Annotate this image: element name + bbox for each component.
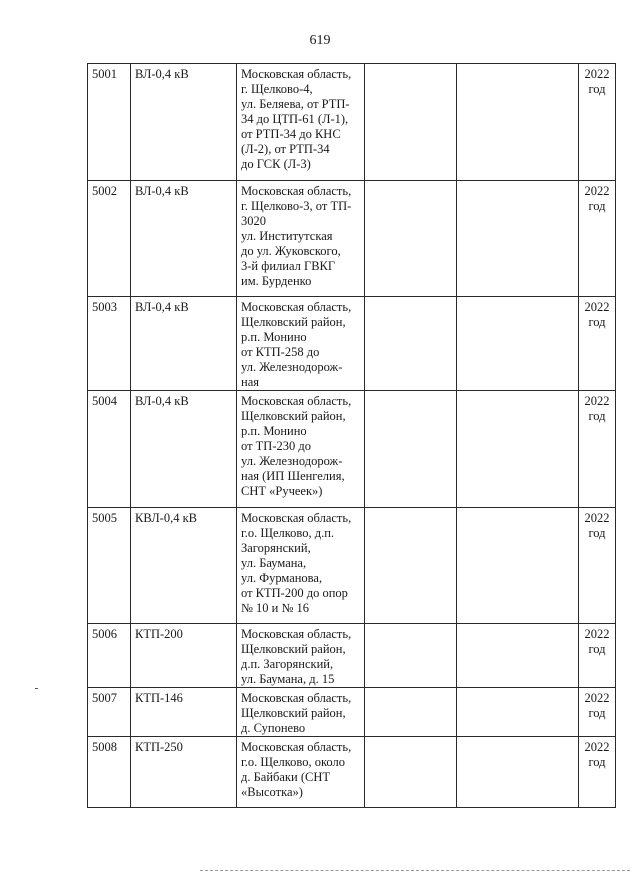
address-cell <box>237 181 365 297</box>
empty-cell <box>457 64 579 181</box>
object-name-cell <box>131 508 237 624</box>
empty-cell <box>365 391 457 508</box>
address-line: д. Супонево <box>241 721 306 735</box>
address-line: Щелковский район, <box>241 315 346 329</box>
address-line: г.о. Щелково, д.п. <box>241 526 335 540</box>
year-text: 2022 <box>584 67 610 81</box>
row-number: 5003 <box>92 300 117 314</box>
row-number: 5002 <box>92 184 117 198</box>
table-row <box>88 508 616 624</box>
address-cell <box>237 64 365 181</box>
address-line: Московская область, <box>241 300 352 314</box>
address-line: 34 до ЦТП-61 (Л-1), <box>241 112 349 126</box>
address-line: Московская область, <box>241 184 352 198</box>
row-number-cell <box>88 391 131 508</box>
row-number: 5007 <box>92 691 117 705</box>
address-line: р.п. Монино <box>241 424 307 438</box>
address-line: до ул. Жуковского, <box>241 244 341 258</box>
empty-cell <box>457 624 579 688</box>
year-cell <box>579 737 616 808</box>
address-line: 3020 <box>241 214 266 228</box>
registry-table <box>87 63 616 808</box>
row-number-cell <box>88 508 131 624</box>
address-cell <box>237 297 365 391</box>
address-line: Московская область, <box>241 740 352 754</box>
row-number: 5005 <box>92 511 117 525</box>
empty-cell <box>457 688 579 737</box>
address-line: до ГСК (Л-3) <box>241 157 311 171</box>
address-line: Щелковский район, <box>241 642 346 656</box>
object-name-cell <box>131 181 237 297</box>
object-name-cell <box>131 688 237 737</box>
address-line: Московская область, <box>241 691 352 705</box>
address-line: ул. Фурманова, <box>241 571 323 585</box>
empty-cell <box>457 181 579 297</box>
address-cell <box>237 508 365 624</box>
year-text: год <box>588 315 606 329</box>
object-name: КТП-146 <box>135 691 183 705</box>
address-line: д. Байбаки (СНТ <box>241 770 330 784</box>
page-number: 619 <box>309 33 331 48</box>
footer-rule <box>200 870 630 871</box>
empty-cell <box>365 624 457 688</box>
row-number-cell <box>88 297 131 391</box>
address-line: г. Щелково-4, <box>241 82 313 96</box>
year-text: 2022 <box>584 394 610 408</box>
table-row <box>88 64 616 181</box>
empty-cell <box>365 297 457 391</box>
address-line: СНТ «Ручеек») <box>241 484 323 498</box>
year-text: год <box>588 409 606 423</box>
year-cell <box>579 624 616 688</box>
address-line: ная (ИП Шенгелия, <box>241 469 345 483</box>
table-row <box>88 624 616 688</box>
table-row <box>88 297 616 391</box>
year-text: 2022 <box>584 691 610 705</box>
table-row <box>88 737 616 808</box>
object-name: ВЛ-0,4 кВ <box>135 67 189 81</box>
object-name: КВЛ-0,4 кВ <box>135 511 197 525</box>
address-line: ул. Железнодорож- <box>241 454 343 468</box>
address-line: от ТП-230 до <box>241 439 311 453</box>
address-line: ная <box>241 375 259 389</box>
address-line: № 10 и № 16 <box>241 601 310 615</box>
empty-cell <box>457 508 579 624</box>
year-cell <box>579 688 616 737</box>
address-cell <box>237 688 365 737</box>
address-line: Московская область, <box>241 67 352 81</box>
empty-cell <box>365 181 457 297</box>
empty-cell <box>457 737 579 808</box>
address-line: Щелковский район, <box>241 706 346 720</box>
row-number: 5001 <box>92 67 117 81</box>
address-line: ул. Баумана, <box>241 556 307 570</box>
object-name: КТП-250 <box>135 740 183 754</box>
address-line: (Л-2), от РТП-34 <box>241 142 330 156</box>
table-row <box>88 181 616 297</box>
address-line: Щелковский район, <box>241 409 346 423</box>
address-line: от КТП-200 до опор <box>241 586 348 600</box>
object-name-cell <box>131 624 237 688</box>
object-name: КТП-200 <box>135 627 183 641</box>
year-text: 2022 <box>584 627 610 641</box>
address-line: ул. Беляева, от РТП- <box>241 97 350 111</box>
object-name-cell <box>131 64 237 181</box>
year-cell <box>579 508 616 624</box>
row-number: 5006 <box>92 627 117 641</box>
address-line: от КТП-258 до <box>241 345 320 359</box>
address-cell <box>237 624 365 688</box>
address-line: г. Щелково-3, от ТП- <box>241 199 352 213</box>
year-text: год <box>588 642 606 656</box>
table-row <box>88 688 616 737</box>
row-number: 5008 <box>92 740 117 754</box>
address-line: ул. Баумана, д. 15 <box>241 672 335 686</box>
registry-table-body <box>88 64 616 808</box>
address-cell <box>237 737 365 808</box>
empty-cell <box>457 391 579 508</box>
empty-cell <box>365 508 457 624</box>
address-line: ул. Железнодорож- <box>241 360 343 374</box>
year-text: 2022 <box>584 184 610 198</box>
year-text: год <box>588 82 606 96</box>
address-line: д.п. Загорянский, <box>241 657 334 671</box>
year-text: 2022 <box>584 740 610 754</box>
year-text: 2022 <box>584 300 610 314</box>
year-cell <box>579 64 616 181</box>
row-number-cell <box>88 624 131 688</box>
table-row <box>88 391 616 508</box>
row-number-cell <box>88 64 131 181</box>
year-text: 2022 <box>584 511 610 525</box>
empty-cell <box>457 297 579 391</box>
empty-cell <box>365 688 457 737</box>
address-line: Загорянский, <box>241 541 311 555</box>
address-line: «Высотка») <box>241 785 303 799</box>
address-line: от РТП-34 до КНС <box>241 127 341 141</box>
row-number-cell <box>88 737 131 808</box>
address-line: р.п. Монино <box>241 330 307 344</box>
row-number-cell <box>88 181 131 297</box>
empty-cell <box>365 64 457 181</box>
address-cell <box>237 391 365 508</box>
address-line: Московская область, <box>241 511 352 525</box>
object-name-cell <box>131 391 237 508</box>
margin-mark <box>35 688 38 689</box>
object-name: ВЛ-0,4 кВ <box>135 394 189 408</box>
year-text: год <box>588 706 606 720</box>
row-number-cell <box>88 688 131 737</box>
object-name: ВЛ-0,4 кВ <box>135 300 189 314</box>
year-cell <box>579 297 616 391</box>
year-text: год <box>588 755 606 769</box>
address-line: 3-й филиал ГВКГ <box>241 259 336 273</box>
address-line: г.о. Щелково, около <box>241 755 346 769</box>
empty-cell <box>365 737 457 808</box>
object-name-cell <box>131 297 237 391</box>
row-number: 5004 <box>92 394 117 408</box>
year-cell <box>579 181 616 297</box>
address-line: Московская область, <box>241 627 352 641</box>
year-cell <box>579 391 616 508</box>
object-name-cell <box>131 737 237 808</box>
year-text: год <box>588 526 606 540</box>
address-line: Московская область, <box>241 394 352 408</box>
address-line: им. Бурденко <box>241 274 312 288</box>
object-name: ВЛ-0,4 кВ <box>135 184 189 198</box>
year-text: год <box>588 199 606 213</box>
address-line: ул. Институтская <box>241 229 333 243</box>
